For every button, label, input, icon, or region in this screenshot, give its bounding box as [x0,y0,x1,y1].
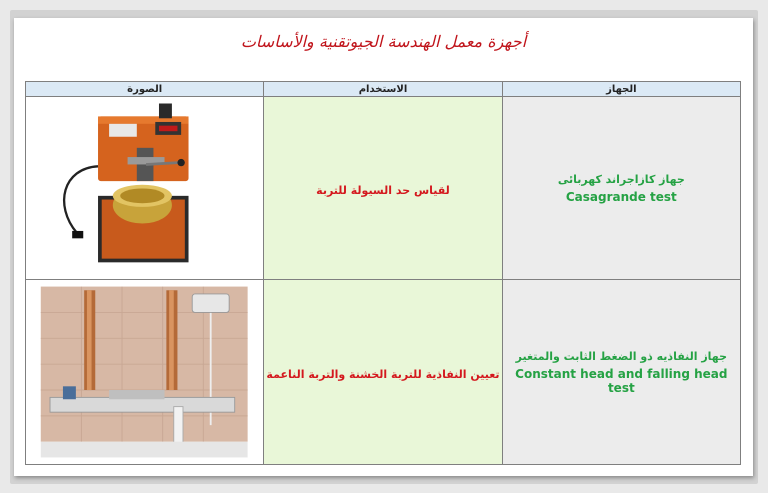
header-use: الاستخدام [264,82,502,97]
table-row [26,97,741,280]
header-device: الجهاز [502,82,740,97]
device-name-arabic: جهاز النفاذيه ذو الضغط الثابت والمتغير [515,349,727,363]
device-name-english: Constant head and falling head test [515,366,728,395]
header-row [26,82,741,97]
device-cell [502,280,740,465]
image-cell [26,97,264,280]
use-cell [264,97,502,280]
device-name-english: Casagrande test [565,189,677,204]
header-image: الصورة [26,82,264,97]
use-cell [264,280,502,465]
use-text: تعيين النفاذية للتربة الخشنة والتربة الناعمة [266,367,500,381]
device-cell [502,97,740,280]
use-text: لقياس حد السيولة للتربة [316,183,450,197]
image-cell [26,280,264,465]
permeameter-photo [26,280,263,464]
page-title: أجهزة معمل الهندسة الجيوتقنية والأساسات [240,32,527,51]
devices-table [25,81,741,465]
slide [14,18,753,476]
table-row [26,280,741,465]
casagrande-apparatus-photo [26,97,263,279]
device-name-arabic: جهاز كازاجراند كهربائى [557,172,685,186]
